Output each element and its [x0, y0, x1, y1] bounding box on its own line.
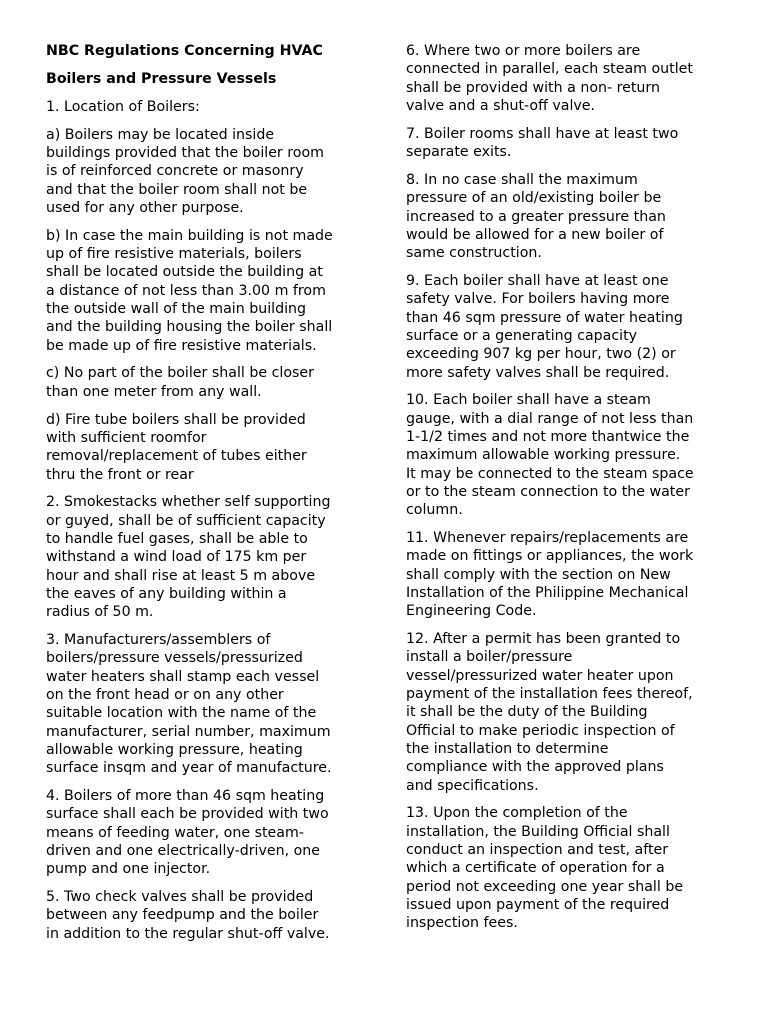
left-column [46, 42, 364, 953]
paragraph-1b: b) In case the main building is not made up of fire resistive materials, boilers shall be located outside the building at a distance of not less than 3.00 m from the outside wall of the main building and the building housing the boiler shall be made up of fire resistive materials. [46, 227, 333, 354]
paragraph-4: 4. Boilers of more than 46 sqm heating surface shall each be provided with two means of feeding water, one steam- driven and one electrically-driven, one pump and one injector. [46, 788, 329, 878]
paragraph-1d: d) Fire tube boilers shall be provided with sufficient roomfor removal/replacement of tubes either thru the front or rear [46, 411, 307, 483]
paragraph-5: 5. Two check valves shall be provided between any feedpump and the boiler in addition to the regular shut-off valve. [46, 889, 330, 942]
paragraph-3: 3. Manufacturers/assemblers of boilers/pressure vessels/pressurized water heaters shall stamp each vessel on the front head or on any other suitable location with the name of the manufacturer, serial number, maximum allowable working pressure, heating surface insqm and year of manufacture. [46, 632, 332, 777]
document-title: NBC Regulations Concerning HVAC [46, 43, 323, 59]
paragraph-11: 11. Whenever repairs/replacements are made on fittings or appliances, the work shall comply with the section on New Installation of the Philippine Mechanical Engineering Code. [406, 530, 694, 620]
paragraph-1c: c) No part of the boiler shall be closer than one meter from any wall. [46, 365, 314, 400]
paragraph-7: 7. Boiler rooms shall have at least two separate exits. [406, 125, 679, 161]
right-column [406, 42, 724, 942]
document-subtitle: Boilers and Pressure Vessels [46, 70, 277, 87]
paragraph-12: 12. After a permit has been granted to install a boiler/pressure vessel/pressurized water heater upon payment of the installation fees thereof, it shall be the duty of the Building Official to make periodic inspection of the installation to determine compliance with the approved plans and specifications. [406, 631, 693, 794]
paragraph-13: 13. Upon the completion of the installation, the Building Official shall conduct an inspection and test, after which a certificate of operation for a period not exceeding one year shall be issued upon payment of the required inspection fees. [406, 805, 684, 932]
paragraph-2: 2. Smokestacks whether self supporting or guyed, shall be of sufficient capacity to handle fuel gases, shall be able to withstand a wind load of 175 km per hour and shall rise at least 5 m above the eaves of any building within a radius of 50 m. [46, 494, 331, 621]
paragraph-9: 9. Each boiler shall have at least one safety valve. For boilers having more than 46 sqm pressure of water heating surface or a generating capacity exceeding 907 kg per hour, two (2) or more safety valves shall be required. [406, 273, 683, 381]
section-heading-location: 1. Location of Boilers: [46, 98, 200, 115]
paragraph-1a: a) Boilers may be located inside buildings provided that the boiler room is of reinforced concrete or masonry and that the boiler room shall not be used for any other purpose. [46, 126, 324, 216]
paragraph-6: 6. Where two or more boilers are connected in parallel, each steam outlet shall be provided with a non- return valve and a shut-off valve. [406, 43, 693, 114]
paragraph-10: 10. Each boiler shall have a steam gauge, with a dial range of not less than 1-1/2 times and not more thantwice the maximum allowable working pressure. It may be connected to the steam space or to the steam connection to the water column. [406, 392, 694, 519]
paragraph-8: 8. In no case shall the maximum pressure of an old/existing boiler be increased to a greater pressure than would be allowed for a new boiler of same construction. [406, 171, 666, 262]
